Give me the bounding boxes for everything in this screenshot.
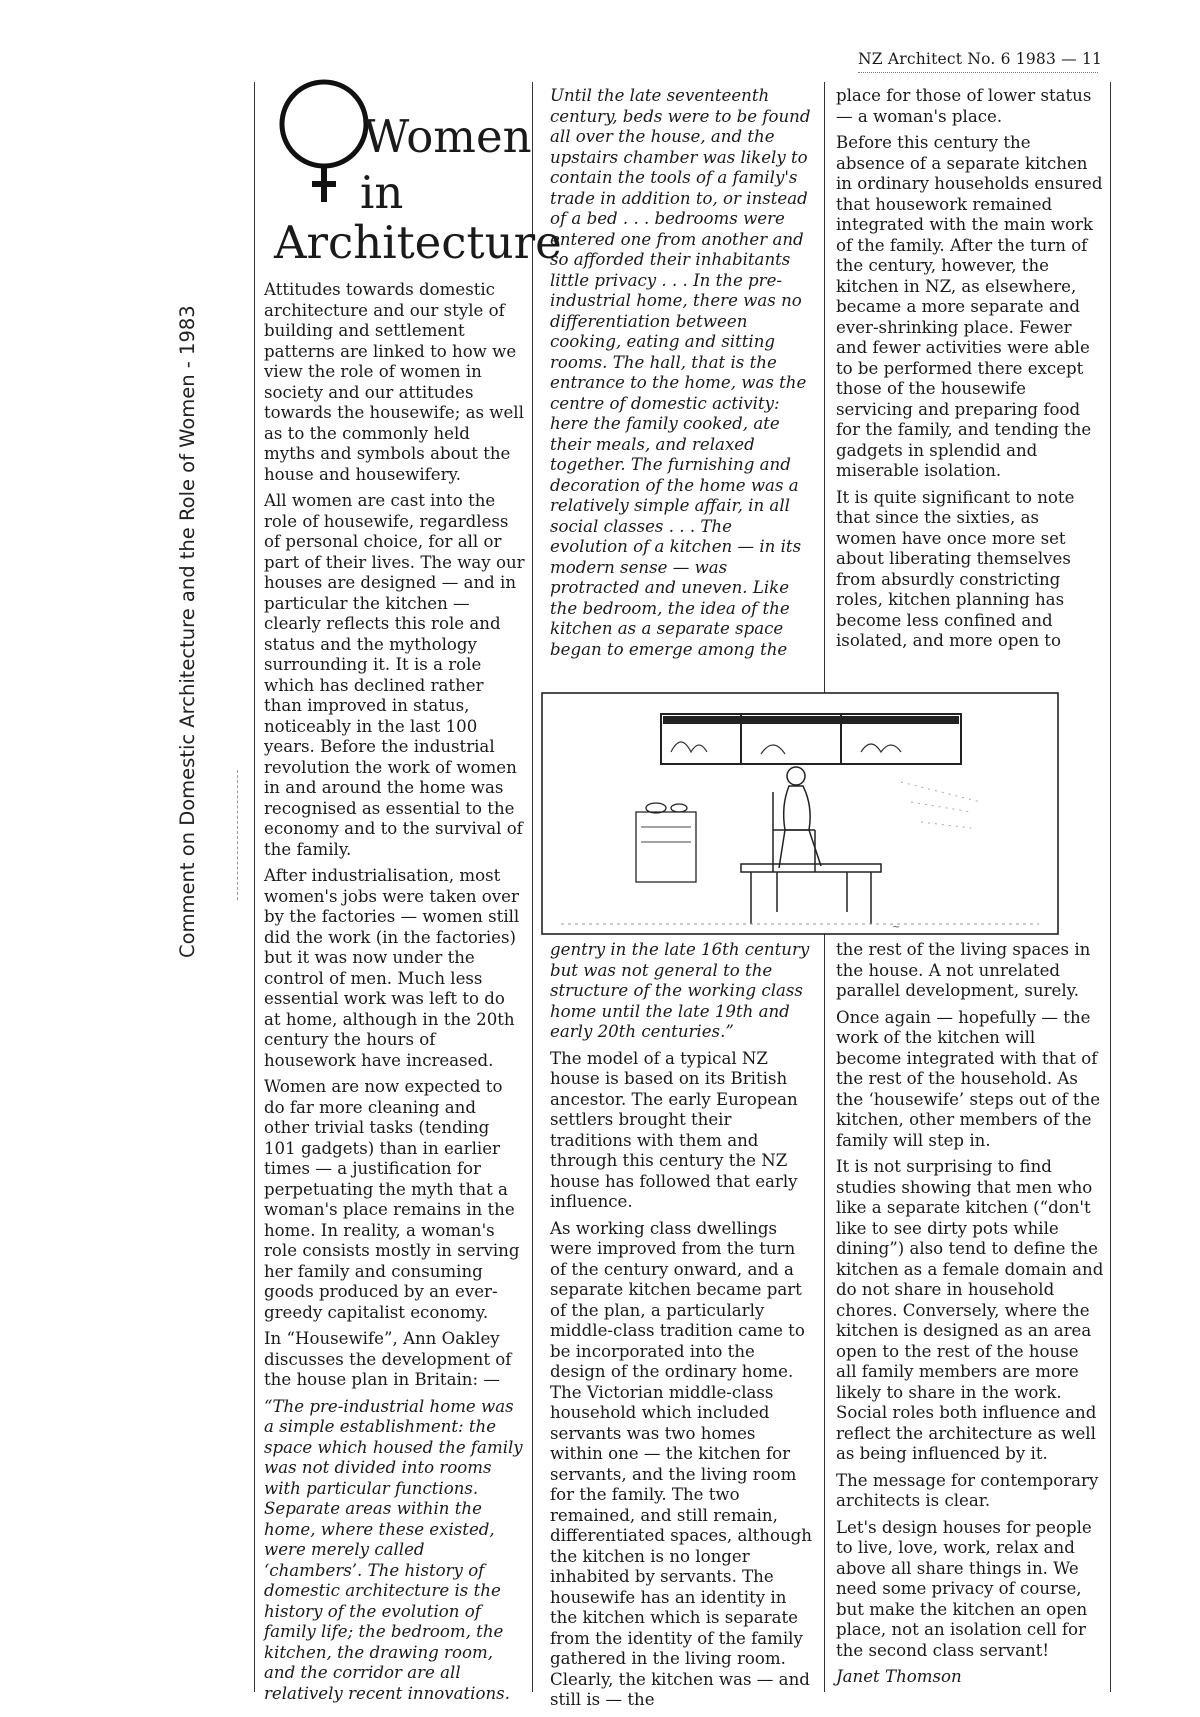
col1-quote: “The pre-industrial home was a simple establishment: the space which housed the family was not divided into rooms with particular functions. Separate areas within the home, where these existed, were merely called ‘chambers’. The history of domestic architecture is the history of the evolution of family life; the bedroom, the kitchen, the drawing room, and the corridor are all relatively recent innovations.: [264, 1396, 523, 1703]
title-line-3: Architecture: [274, 216, 562, 269]
column-3-top: [836, 86, 1104, 658]
col3-paragraph: Let's design houses for people to live, love, work, relax and above all share things in. We need some privacy of course, but make the kitchen an open place, not an isolation cell for the second class servant!: [836, 1517, 1092, 1660]
col3-paragraph: It is quite significant to note that since the sixties, as women have once more set about liberating themselves from absurdly constricting roles, kitchen planning has become less confined and isolated, and more open to: [836, 487, 1075, 650]
col2-top-quote: Until the late seventeenth century, beds were to be found all over the house, and the upstairs chamber was likely to contain the tools of a family's trade in addition to, or instead of a bed . . . bedrooms were entered one from another and so afforded their inhabitants little privacy . . . In the pre-industrial home, there was no differentiation between cooking, eating and sitting rooms. The hall, that is the entrance to the home, was the centre of domestic activity: here the family cooked, ate their meals, and relaxed together. The furnishing and decoration of the home was a relatively simple affair, in all social classes . . . The evolution of a kitchen — in its modern sense — was protracted and uneven. Like the bedroom, the idea of the kitchen as a separate space began to emerge among the: [550, 86, 811, 659]
title-line-1: Women: [363, 110, 532, 163]
header-rule: [858, 72, 1098, 73]
rule-left-col2: [532, 82, 533, 1692]
column-3-bottom: [836, 940, 1104, 1694]
col3-paragraph: It is not surprising to find studies showing that men who like a separate kitchen (“don't like to see dirty pots while dining”) also tend to define the kitchen as a female domain and do not share in household chores. Conversely, where the kitchen is designed as an area open to the rest of the house all family members are more likely to share in the work. Social roles both influence and reflect the architecture as well as being influenced by it.: [836, 1157, 1104, 1463]
page-header: NZ Architect No. 6 1983 — 11: [858, 50, 1103, 68]
col3-paragraph: The message for contemporary architects is clear.: [836, 1470, 1099, 1510]
column-2-top: [550, 86, 812, 666]
col3-paragraph: Once again — hopefully — the work of the kitchen will become integrated with that of the rest of the household. As the ‘housewife’ steps out of the kitchen, other members of the family will step in.: [836, 1007, 1101, 1150]
col1-paragraph: Women are now expected to do far more cleaning and other trivial tasks (tending 101 gadgets) than in earlier times — a justification for perpetuating the myth that a woman's place remains in the home. In reality, a woman's role consists mostly in serving her family and consuming goods produced by an ever-greedy capitalist economy.: [264, 1077, 520, 1322]
column-2-bottom: [550, 940, 812, 1717]
col2-paragraph: As working class dwellings were improved from the turn of the century onward, and a separate kitchen became part of the plan, a particularly middle-class tradition came to be incorporated into the design of the ordinary home. The Victorian middle-class household which included servants was two homes within one — the kitchen for servants, and the living room for the family. The two remained, and still remain, differentiated spaces, although the kitchen is no longer inhabited by servants. The housewife has an identity in the kitchen which is separate from the identity of the family gathered in the living room. Clearly, the kitchen was — and still is — the: [550, 1218, 812, 1709]
artist-signature: ~: [892, 922, 901, 933]
col1-paragraph: All women are cast into the role of housewife, regardless of personal choice, for all or part of their lives. The way our houses are designed — and in particular the kitchen — clearly reflects this role and status and the mythology surrounding it. It is a role which has declined rather than improved in status, noticeably in the last 100 years. Before the industrial revolution the work of women in and around the home was recognised as essential to the economy and to the survival of the family.: [264, 491, 525, 859]
kitchen-sketch-illustration: [541, 692, 1059, 935]
rule-right-col3: [1110, 82, 1111, 1692]
column-1: [264, 280, 526, 1710]
rule-left-col1: [254, 82, 255, 1692]
side-caption: Comment on Domestic Architecture and the Role of Women - 1983: [176, 305, 199, 958]
col2-bottom-quote: gentry in the late 16th century but was not general to the structure of the working class home until the late 19th and early 20th centuries.”: [550, 940, 810, 1041]
col1-paragraph: After industrialisation, most women's jobs were taken over by the factories — women still did the work (in the factories) but it was now under the control of men. Much less essential work was left to do at home, although in the 20th century the hours of housework have increased.: [264, 866, 520, 1070]
col3-paragraph: Before this century the absence of a separate kitchen in ordinary households ensured that housework remained integrated with the main work of the family. After the turn of the century, however, the kitchen in NZ, as elsewhere, became a more separate and ever-shrinking place. Fewer and fewer activities were able to be performed there except those of the housewife servicing and preparing food for the family, and tending the gadgets in splendid and miserable isolation.: [836, 133, 1103, 480]
title-line-2: in: [360, 166, 404, 219]
rule-left-margin-marks: [237, 770, 238, 900]
col3-paragraph: the rest of the living spaces in the house. A not unrelated parallel development, surely.: [836, 940, 1091, 1000]
col2-paragraph: The model of a typical NZ house is based on its British ancestor. The early European settlers brought their traditions with them and through this century the NZ house has followed that early influence.: [550, 1048, 798, 1211]
col1-paragraph: In “Housewife”, Ann Oakley discusses the development of the house plan in Britain: —: [264, 1329, 512, 1389]
author-name: Janet Thomson: [836, 1667, 962, 1686]
col1-paragraph: Attitudes towards domestic architecture and our style of building and settlement patterns are linked to how we view the role of women in society and our attitudes towards the housewife; as well as to the commonly held myths and symbols about the house and housewifery.: [264, 280, 524, 484]
col3-paragraph: place for those of lower status — a woman's place.: [836, 86, 1092, 126]
